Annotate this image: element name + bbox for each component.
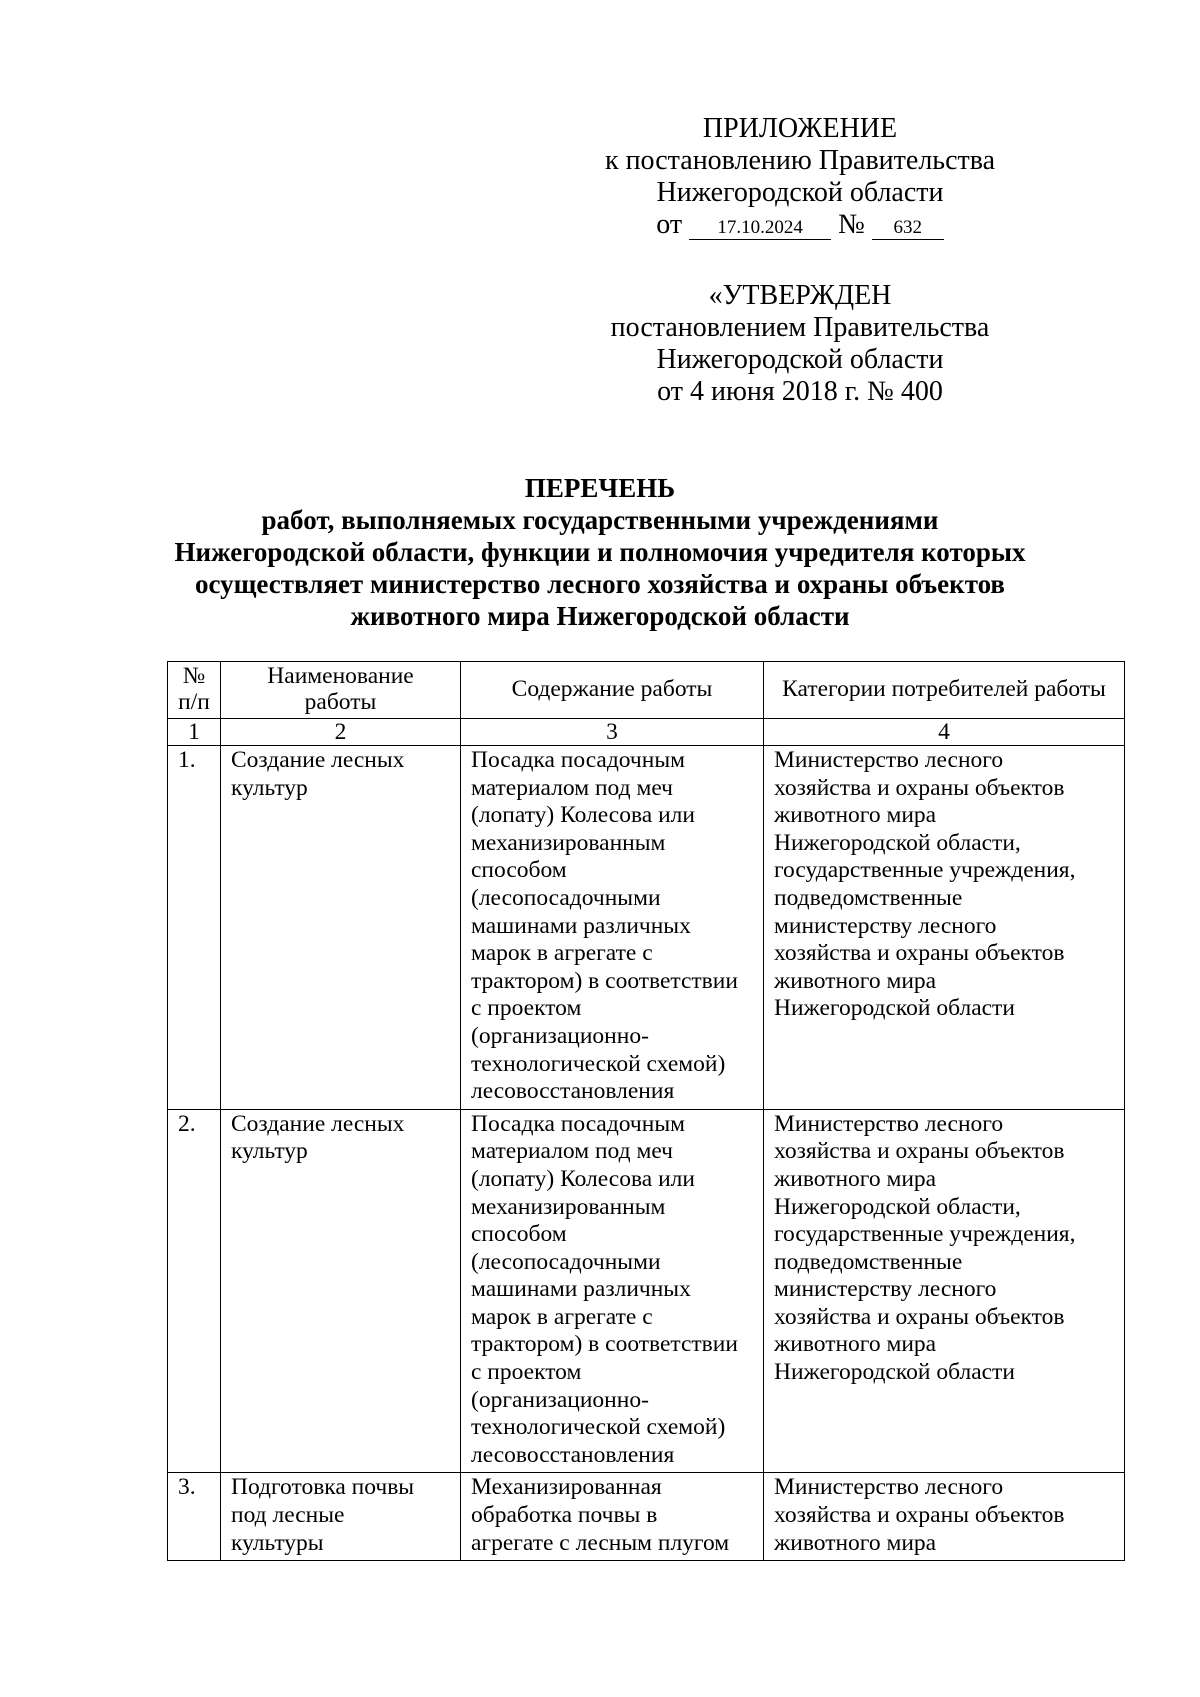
cell-text-line: технологической схемой) <box>471 1414 726 1441</box>
annex-date: 17.10.2024 <box>689 217 831 240</box>
table-header-text: работы <box>304 689 377 715</box>
cell-text-line: механизированным <box>471 1193 666 1220</box>
row-number-cell: 3. <box>168 1473 221 1561</box>
cell-text-line: (лесопосадочными <box>471 884 661 911</box>
annex-title: ПРИЛОЖЕНИЕ <box>702 113 898 144</box>
cell-text-line: животного мира <box>774 967 937 994</box>
table-column-number-1: 1 <box>168 719 221 746</box>
cell-text-line: хозяйства и охраны объектов <box>774 1303 1065 1330</box>
approved-line-3: Нижегородской области <box>656 344 944 375</box>
cell-text-line: государственные учреждения, <box>774 857 1076 884</box>
row-consumers-cell <box>764 1473 1125 1561</box>
cell-text-line: с проектом <box>471 995 582 1022</box>
cell-text-line: Министерство лесного <box>774 1474 1004 1501</box>
cell-text-line: Нижегородской области, <box>774 1193 1021 1220</box>
cell-text-line: министерству лесного <box>774 1276 997 1303</box>
table-header-cell-2 <box>221 662 461 719</box>
table-column-numbers-row <box>168 719 1125 746</box>
row-content-cell <box>461 1473 764 1561</box>
document-subtitle-line-1: работ, выполняемых государственными учреждениями <box>261 505 939 535</box>
cell-text-line: Посадка посадочным <box>471 747 685 773</box>
annex-line-2: к постановлению Правительства <box>604 145 996 176</box>
row-name-cell <box>221 746 461 1110</box>
cell-text-line: марок в агрегате с <box>471 1303 653 1330</box>
cell-text-line: с проектом <box>471 1359 582 1386</box>
table-column-number-3: 3 <box>461 719 764 746</box>
approved-block <box>575 280 1025 408</box>
table-column-number-4: 4 <box>764 719 1125 746</box>
annex-number: 632 <box>872 217 944 240</box>
cell-text-line: подведомственные <box>774 1248 963 1275</box>
table-column-number-2: 2 <box>221 719 461 746</box>
table-header-text: Наименование <box>267 663 414 689</box>
cell-text-line: способом <box>471 1221 567 1248</box>
table-row <box>168 746 1125 1110</box>
cell-text-line: подведомственные <box>774 884 963 911</box>
cell-text-line: марок в агрегате с <box>471 940 653 967</box>
row-content-cell <box>461 1109 764 1473</box>
cell-text-line: лесовосстановления <box>471 1441 675 1468</box>
cell-text-line: животного мира <box>774 1331 937 1358</box>
cell-text-line: под лесные <box>231 1502 345 1529</box>
works-table <box>167 661 1125 1561</box>
cell-text-line: культур <box>231 774 308 801</box>
cell-text-line: материалом под меч <box>471 1138 673 1165</box>
row-number-cell: 2. <box>168 1109 221 1473</box>
cell-text-line: (лесопосадочными <box>471 1248 661 1275</box>
cell-text-line: механизированным <box>471 829 666 856</box>
cell-text-line: Посадка посадочным <box>471 1110 685 1137</box>
cell-text-line: государственные учреждения, <box>774 1221 1076 1248</box>
table-header-cell-4 <box>764 662 1125 719</box>
cell-text-line: Нижегородской области <box>774 1359 1015 1386</box>
row-number-cell: 1. <box>168 746 221 1110</box>
annex-line-3: Нижегородской области <box>656 177 944 208</box>
cell-text-line: хозяйства и охраны объектов <box>774 774 1065 801</box>
cell-text-line: машинами различных <box>471 1276 691 1303</box>
cell-text-line: животного мира <box>774 1165 937 1192</box>
cell-text-line: Министерство лесного <box>774 747 1004 773</box>
cell-text-line: (лопату) Колесова или <box>471 1165 695 1192</box>
row-name-cell <box>221 1473 461 1561</box>
cell-text-line: культур <box>231 1138 308 1165</box>
annex-date-number-line <box>575 209 1025 241</box>
cell-text-line: хозяйства и охраны объектов <box>774 940 1065 967</box>
approved-line-4: от 4 июня 2018 г. № 400 <box>657 376 943 407</box>
cell-text-line: лесовосстановления <box>471 1078 675 1105</box>
cell-text-line: обработка почвы в <box>471 1502 658 1529</box>
cell-text-line: хозяйства и охраны объектов <box>774 1502 1065 1529</box>
cell-text-line: (организационно- <box>471 1022 649 1049</box>
cell-text-line: способом <box>471 857 567 884</box>
annex-from-label: от <box>656 209 683 240</box>
cell-text-line: машинами различных <box>471 912 691 939</box>
document-subtitle <box>120 504 1080 632</box>
row-content-cell <box>461 746 764 1110</box>
document-subtitle-line-3: осуществляет министерство лесного хозяйства и охраны объектов <box>194 569 1006 599</box>
cell-text-line: Подготовка почвы <box>231 1474 415 1501</box>
cell-text-line: трактором) в соответствии <box>471 1331 738 1358</box>
cell-text-line: технологической схемой) <box>471 1050 726 1077</box>
row-name-cell <box>221 1109 461 1473</box>
document-subtitle-line-4: животного мира Нижегородской области <box>350 601 850 631</box>
approved-line-1: «УТВЕРЖДЕН <box>708 280 892 311</box>
cell-text-line: животного мира <box>774 1529 937 1556</box>
document-heading: ПЕРЕЧЕНЬ <box>524 473 676 503</box>
cell-text-line: министерству лесного <box>774 912 997 939</box>
cell-text-line: агрегате с лесным плугом <box>471 1529 730 1556</box>
cell-text-line: трактором) в соответствии <box>471 967 738 994</box>
cell-text-line: Нижегородской области <box>774 995 1015 1022</box>
table-header-text: п/п <box>178 689 210 715</box>
cell-text-line: Создание лесных <box>231 1110 405 1137</box>
cell-text-line: животного мира <box>774 802 937 829</box>
cell-text-line: Создание лесных <box>231 747 405 773</box>
document-subtitle-line-2: Нижегородской области, функции и полномочия учредителя которых <box>174 537 1026 567</box>
row-consumers-cell <box>764 746 1125 1110</box>
cell-text-line: материалом под меч <box>471 774 673 801</box>
cell-text-line: хозяйства и охраны объектов <box>774 1138 1065 1165</box>
annex-number-label: № <box>838 209 865 240</box>
cell-text-line: Министерство лесного <box>774 1110 1004 1137</box>
table-header-cell-3 <box>461 662 764 719</box>
cell-text-line: (организационно- <box>471 1386 649 1413</box>
cell-text-line: Механизированная <box>471 1474 662 1501</box>
table-row <box>168 1473 1125 1561</box>
table-header-text: № <box>182 663 206 689</box>
table-header-text: Категории потребителей работы <box>782 676 1106 702</box>
cell-text-line: культуры <box>231 1529 324 1556</box>
table-body <box>168 746 1125 1561</box>
table-header-cell-1 <box>168 662 221 719</box>
row-consumers-cell <box>764 1109 1125 1473</box>
cell-text-line: (лопату) Колесова или <box>471 802 695 829</box>
table-header-row <box>168 662 1125 719</box>
document-title <box>120 472 1080 632</box>
table-row <box>168 1109 1125 1473</box>
cell-text-line: Нижегородской области, <box>774 829 1021 856</box>
annex-block <box>575 113 1025 241</box>
approved-line-2: постановлением Правительства <box>610 312 990 343</box>
table-header-text: Содержание работы <box>511 676 713 702</box>
